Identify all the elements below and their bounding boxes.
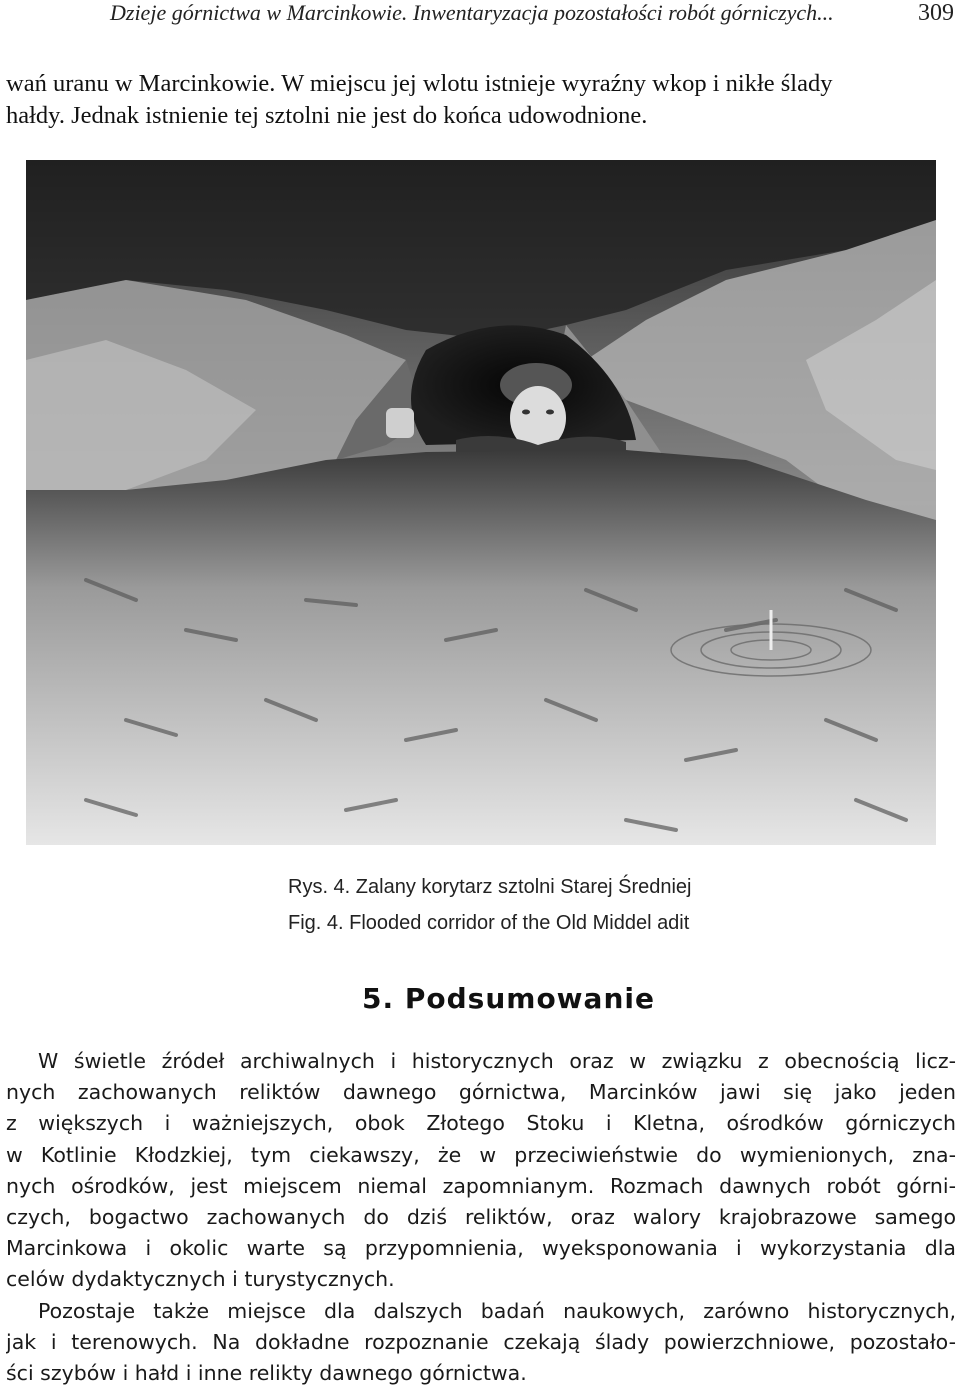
intro-paragraph [6,68,956,132]
text-line: nych ośrodków, jest miejscem niemal zapomnianym. Rozmach dawnych robót górni- [6,1173,956,1198]
figure-caption-en: Fig. 4. Flooded corridor of the Old Middel adit [288,912,690,934]
text-line: w Kotlinie Kłodzkiej, tym ciekawszy, że w przeciwieństwie do wymienionych, zna- [6,1142,956,1167]
text-line: wań uranu w Marcinkowie. W miejscu jej wlotu istnieje wyraźny wkop i nikłe ślady [6,70,833,97]
running-title: Dzieje górnictwa w Marcinkowie. Inwentaryzacja pozostałości robót górniczych... [110,0,834,25]
flooded-corridor-photo [26,160,936,845]
text-line: jak i terenowych. Na dokładne rozpoznanie czekają ślady powierzchniowe, pozostało- [6,1329,956,1354]
text-line: Pozostaje także miejsce dla dalszych badań naukowych, zarówno historycznych, [38,1298,956,1323]
running-header [110,0,954,30]
text-line: Marcinkowa i okolic warte są przypomnienia, wyeksponowania i wykorzystania dla [6,1236,956,1261]
text-line: z większych i ważniejszych, obok Złotego Stoku i Kletna, ośrodków górniczych [6,1111,956,1136]
text-line: hałdy. Jednak istnienie tej sztolni nie jest do końca udowodnione. [6,102,648,129]
text-line: ści szybów i hałd i inne relikty dawnego górnictwa. [6,1360,527,1385]
text-line: czych, bogactwo zachowanych do dziś reliktów, oraz walory krajobrazowe samego [6,1204,956,1229]
text-line: celów dydaktycznych i turystycznych. [6,1267,395,1292]
summary-body [6,1046,956,1389]
page-number: 309 [918,0,954,26]
text-line: nych zachowanych reliktów dawnego górnictwa, Marcinków jawi się jako jeden [6,1080,956,1105]
figure-caption-pl: Rys. 4. Zalany korytarz sztolni Starej Średniej [288,876,692,898]
section-heading: 5. Podsumowanie [362,982,655,1015]
text-line: W świetle źródeł archiwalnych i historycznych oraz w związku z obecnością licz- [38,1049,956,1073]
